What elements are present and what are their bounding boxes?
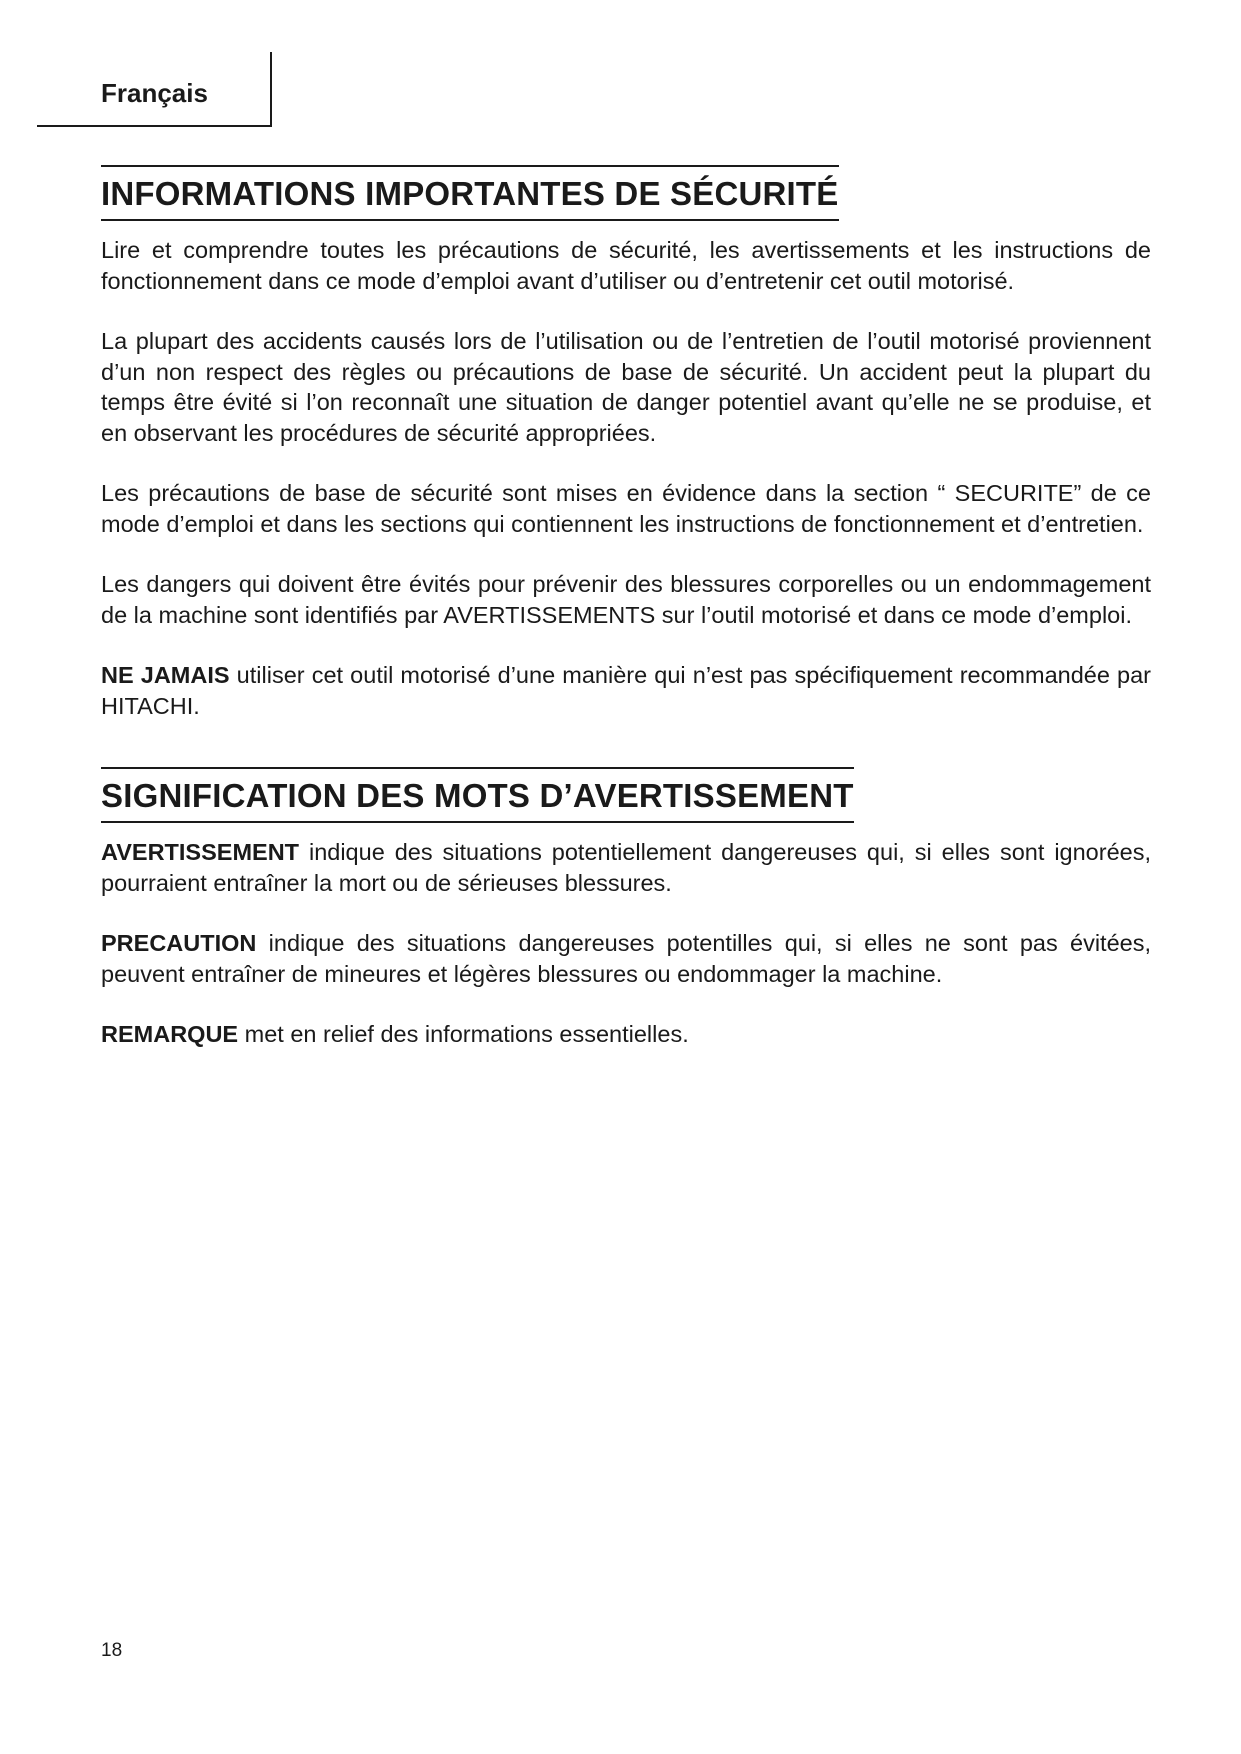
- never-term: NE JAMAIS: [101, 662, 230, 688]
- never-text: utiliser cet outil motorisé d’une manière qui n’est pas spécifiquement recommandée par HITACHI.: [101, 662, 1151, 719]
- safety-paragraph-1: Lire et comprendre toutes les précautions de sécurité, les avertissements et les instructions de fonctionnement dans ce mode d’emploi avant d’utiliser ou d’entretenir cet outil motorisé.: [101, 237, 1151, 294]
- safety-section: [101, 165, 1151, 721]
- signal-word-entry-caution: [101, 928, 1151, 989]
- signal-word-description: indique des situations potentiellement dangereuses qui, si elles sont ignorées, pourraient entraîner la mort ou de sérieuses blessures.: [101, 839, 1151, 896]
- signal-word-entry-note: [101, 1019, 1151, 1050]
- never-warning-paragraph: [101, 660, 1151, 721]
- signal-word-term: REMARQUE: [101, 1021, 239, 1047]
- signal-word-term: AVERTISSEMENT: [101, 839, 300, 865]
- signal-word-description: met en relief des informations essentielles.: [238, 1021, 689, 1047]
- signal-word-description: indique des situations dangereuses potentilles qui, si elles ne sont pas évitées, peuvent entraîner de mineures et légères blessures ou endommager la machine.: [101, 930, 1151, 987]
- signal-word-entry-warning: [101, 837, 1151, 898]
- language-tab: [37, 52, 272, 127]
- safety-paragraph-4: Les dangers qui doivent être évités pour prévenir des blessures corporelles ou un endommagement de la machine sont identifiés par AVERTISSEMENTS sur l’outil motorisé et dans ce mode d’emploi.: [101, 571, 1151, 628]
- safety-paragraph-3: Les précautions de base de sécurité sont mises en évidence dans la section “ SECURITE” de ce mode d’emploi et dans les sections qui contiennent les instructions de fonctionnement et d’entretien.: [101, 480, 1151, 537]
- signal-words-section-title: SIGNIFICATION DES MOTS D’AVERTISSEMENT: [101, 767, 854, 823]
- safety-section-title: INFORMATIONS IMPORTANTES DE SÉCURITÉ: [101, 165, 839, 221]
- page-number: 18: [101, 1640, 123, 1661]
- signal-word-term: PRECAUTION: [101, 930, 257, 956]
- safety-paragraph-2: La plupart des accidents causés lors de l’utilisation ou de l’entretien de l’outil motorisé proviennent d’un non respect des règles ou précautions de base de sécurité. Un accident peut la plupart du temps être évité si l’on reconnaît une situation de danger potentiel avant qu’elle ne se produise, et en observant les procédures de sécurité appropriées.: [101, 328, 1151, 446]
- language-label: Français: [101, 78, 208, 108]
- page-content: [101, 165, 1151, 1080]
- signal-words-section: [101, 767, 1151, 1050]
